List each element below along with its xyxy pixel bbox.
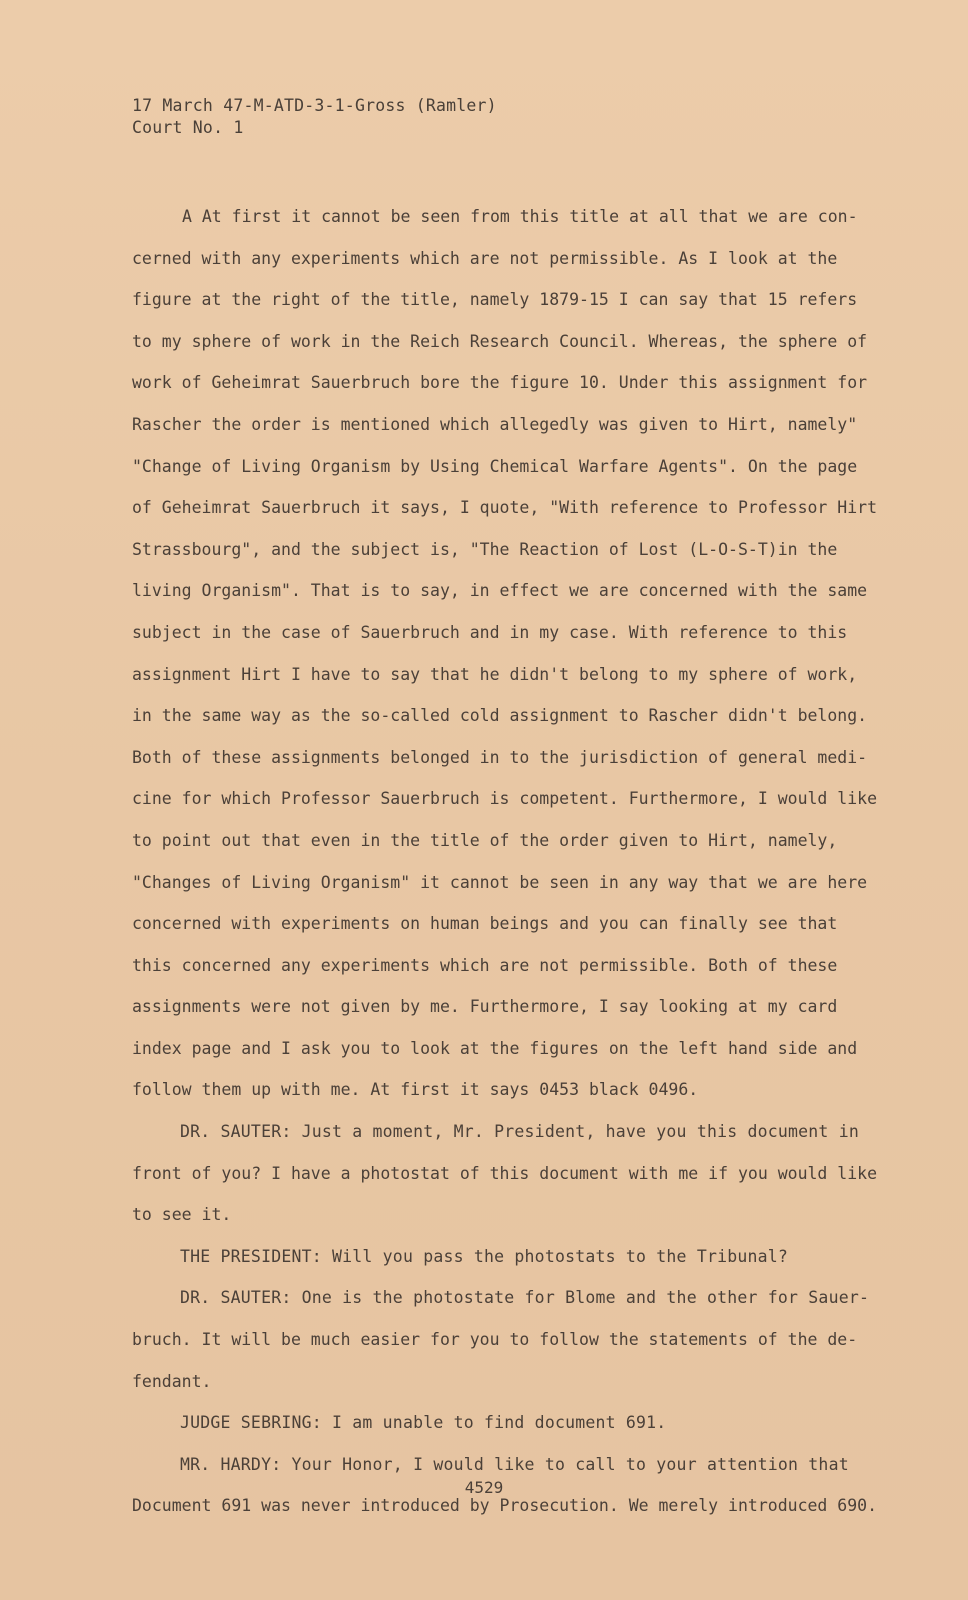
transcript-line: subject in the case of Sauerbruch and in my case. With reference to this [132, 622, 848, 642]
transcript-line: Rascher the order is mentioned which allegedly was given to Hirt, namely" [132, 414, 858, 434]
transcript-line: to point out that even in the title of the order given to Hirt, namely, [132, 830, 838, 850]
transcript-line: front of you? I have a photostat of this document with me if you would like [132, 1163, 878, 1183]
transcript-line: living Organism". That is to say, in effect we are concerned with the same [132, 581, 868, 601]
transcript-line: concerned with experiments on human beings and you can finally see that [132, 914, 838, 934]
header-court-line: Court No. 1 [132, 118, 244, 137]
transcript-line: Both of these assignments belonged in to the jurisdiction of general medi- [132, 747, 868, 767]
transcript-line: DR. SAUTER: One is the photostate for Blome and the other for Sauer- [180, 1288, 870, 1308]
transcript-line: assignments were not given by me. Furthermore, I say looking at my card [132, 997, 838, 1017]
page-header [132, 95, 497, 139]
transcript-line: index page and I ask you to look at the figures on the left hand side and [132, 1038, 858, 1058]
transcript-line: "Change of Living Organism by Using Chemical Warfare Agents". On the page [132, 456, 858, 476]
transcript-line: cine for which Professor Sauerbruch is competent. Furthermore, I would like [132, 789, 878, 809]
transcript-line: work of Geheimrat Sauerbruch bore the figure 10. Under this assignment for [132, 373, 868, 393]
transcript-line: in the same way as the so-called cold assignment to Rascher didn't belong. [132, 706, 868, 726]
transcript-line: DR. SAUTER: Just a moment, Mr. President, have you this document in [180, 1122, 859, 1142]
transcript-line: THE PRESIDENT: Will you pass the photostats to the Tribunal? [180, 1246, 789, 1266]
transcript-line: fendant. [132, 1371, 212, 1391]
page-number: 4529 [464, 1478, 504, 1497]
transcript-line: JUDGE SEBRING: I am unable to find document 691. [180, 1413, 667, 1433]
transcript-line: to my sphere of work in the Reich Research Council. Whereas, the sphere of [132, 331, 868, 351]
transcript-line: Document 691 was never introduced by Prosecution. We merely introduced 690. [132, 1496, 878, 1516]
transcript-line: this concerned any experiments which are not permissible. Both of these [132, 955, 838, 975]
transcript-line: follow them up with me. At first it says 0453 black 0496. [132, 1080, 699, 1100]
transcript-body [132, 196, 902, 1527]
transcript-line: Strassbourg", and the subject is, "The Reaction of Lost (L-O-S-T)in the [132, 539, 838, 559]
transcript-line: "Changes of Living Organism" it cannot be seen in any way that we are here [132, 872, 868, 892]
transcript-line: of Geheimrat Sauerbruch it says, I quote, "With reference to Professor Hirt [132, 498, 878, 518]
transcript-line: to see it. [132, 1205, 232, 1225]
transcript-line: cerned with any experiments which are not permissible. As I look at the [132, 248, 838, 268]
transcript-line: A At first it cannot be seen from this title at all that we are con- [182, 207, 858, 226]
header-case-line: 17 March 47-M-ATD-3-1-Gross (Ramler) [132, 96, 497, 115]
transcript-line: figure at the right of the title, namely 1879-15 I can say that 15 refers [132, 290, 858, 310]
transcript-line: MR. HARDY: Your Honor, I would like to call to your attention that [180, 1454, 849, 1474]
transcript-line: bruch. It will be much easier for you to follow the statements of the de- [132, 1330, 858, 1350]
transcript-line: assignment Hirt I have to say that he didn't belong to my sphere of work, [132, 664, 858, 684]
